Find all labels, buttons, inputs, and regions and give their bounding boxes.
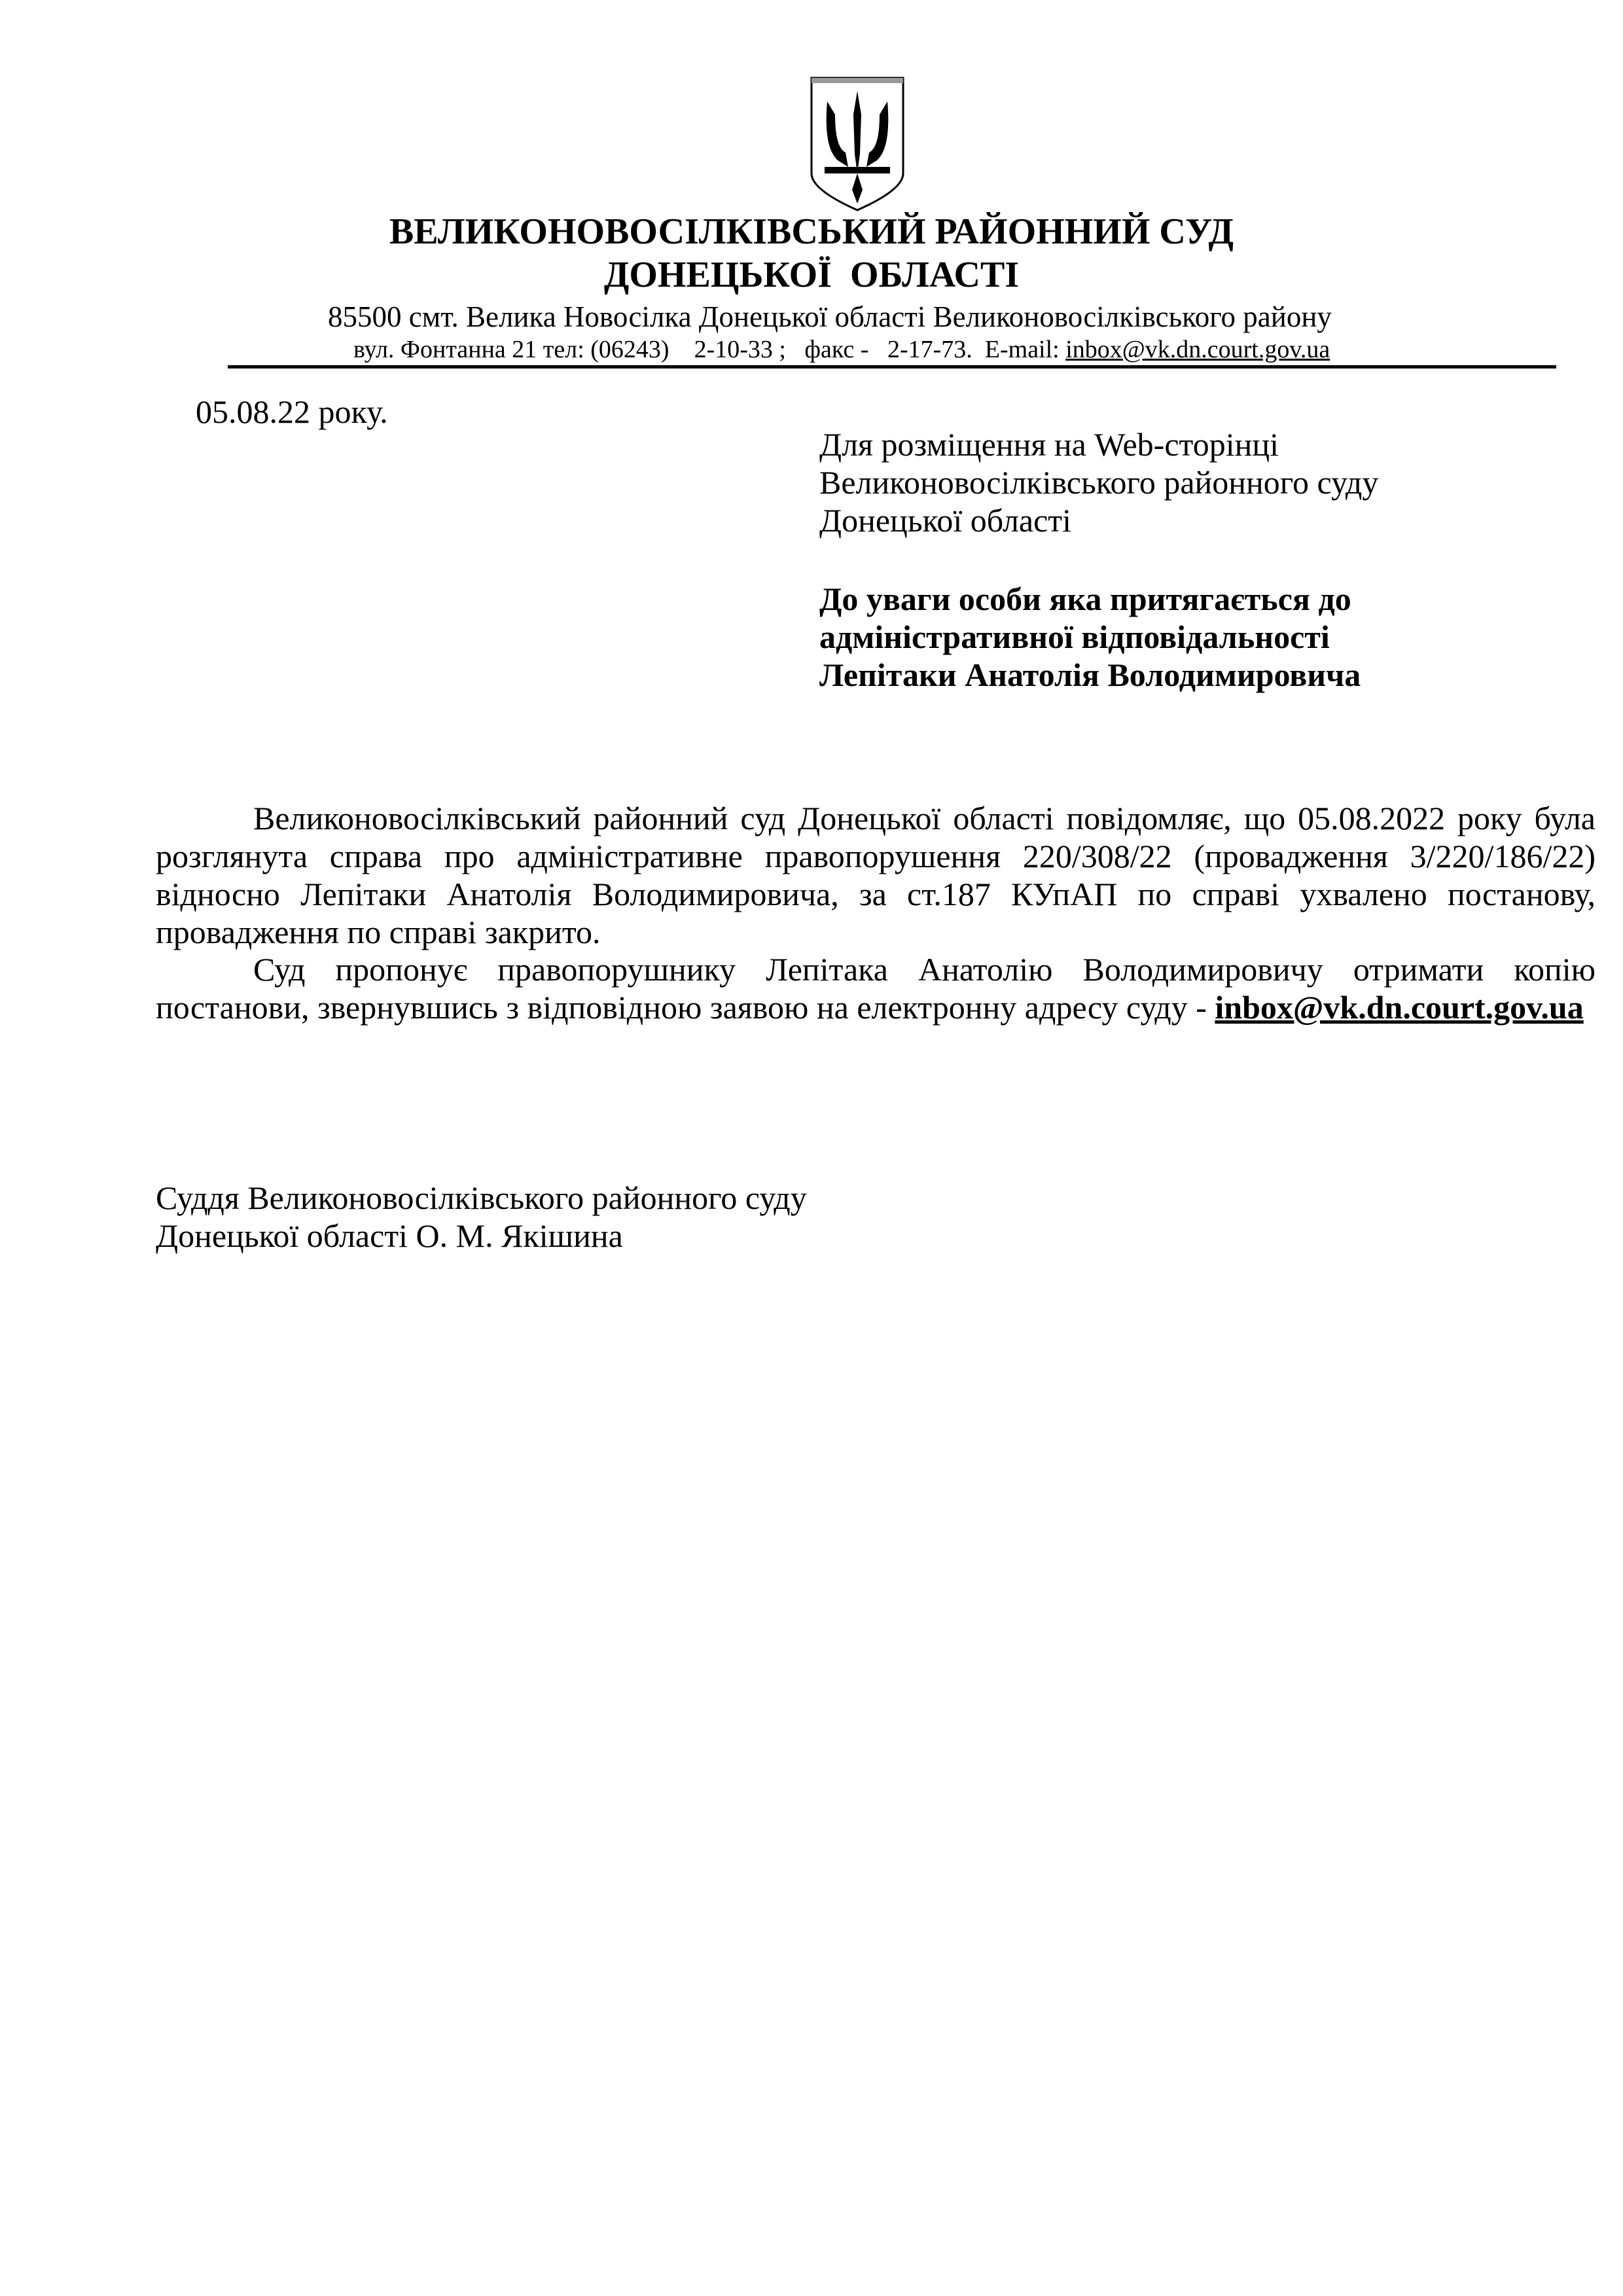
recipient-line: Великоновосілківського районного суду [819, 464, 1379, 501]
trident-coat-of-arms-icon [809, 75, 906, 211]
attention-line: До уваги особи яка притягається до [819, 581, 1351, 617]
attention-line: Лепітаки Анатолія Володимировича [819, 656, 1361, 693]
recipient-block [819, 425, 1378, 539]
attention-line: адміністративної відповідальності [819, 619, 1330, 655]
offer-text: Суд пропонує правопорушнику Лепітака Анатолію Володимировичу отримати копію постанови, звернувшись з відповідною заявою на електронну адресу суду - [156, 951, 1596, 1026]
court-contacts [353, 335, 1330, 364]
header-email-link[interactable]: inbox@vk.dn.court.gov.ua [1065, 336, 1330, 363]
court-address: 85500 смт. Велика Новосілка Донецької області Великоновосілківського району [328, 300, 1332, 333]
header-divider [228, 365, 1556, 368]
coat-of-arms [809, 75, 906, 211]
offer-paragraph [156, 950, 1596, 1026]
notice-paragraph: Великоновосілківський районний суд Донецької області повідомляє, що 05.08.2022 року була розглянута справа про адміністративне правопорушення 220/308/22 (провадження 3/220/186/22) відносно Лепітаки Анатолія Володимировича, за ст.187 КУпАП по справі ухвалено постанову, провадження по справі закрито. [156, 800, 1596, 950]
recipient-line: Донецької області [819, 502, 1072, 539]
signature-block [156, 1179, 807, 1255]
recipient-line: Для розміщення на Web-сторінці [819, 426, 1279, 463]
signature-line: Суддя Великоновосілківського районного суду [156, 1179, 807, 1216]
contact-prefix: вул. Фонтанна 21 тел: (06243) 2-10-33 ; факс - 2-17-73. E-mail: [353, 336, 1066, 363]
attention-block [819, 580, 1361, 694]
signature-line: Донецької області О. М. Якішина [156, 1217, 623, 1254]
court-email-link[interactable]: inbox@vk.dn.court.gov.ua [1215, 989, 1584, 1026]
court-name-line2: ДОНЕЦЬКОЇ ОБЛАСТІ [603, 255, 1020, 295]
document-date: 05.08.22 року. [196, 393, 388, 430]
court-name-line1: ВЕЛИКОНОВОСІЛКІВСЬКИЙ РАЙОННИЙ СУД [389, 211, 1234, 252]
